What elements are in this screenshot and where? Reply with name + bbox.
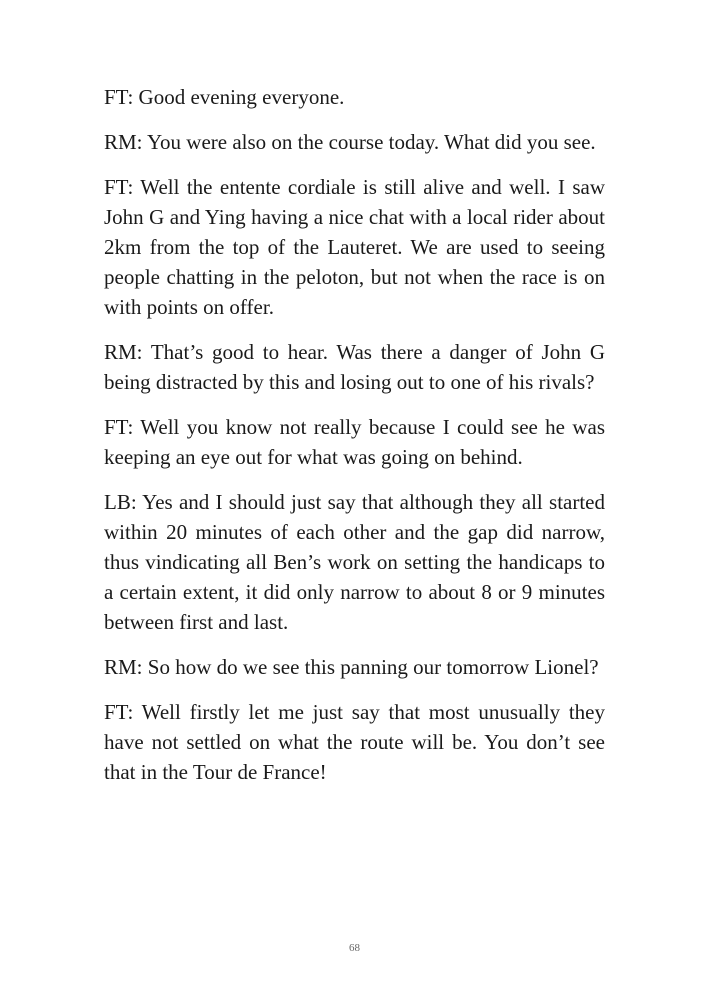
paragraph-ft-eye-out: FT: Well you know not really because I could see he was keeping an eye out for what was going on behind.: [104, 415, 605, 469]
paragraph-rm-distraction-question: RM: That’s good to hear. Was there a danger of John G being distracted by this and losing out to one of his rivals?: [104, 340, 605, 394]
page-number: 68: [349, 942, 360, 954]
paragraph-ft-entente-cordiale: FT: Well the entente cordiale is still alive and well. I saw John G and Ying having a nice chat with a local rider about 2km from the top of the Lauteret. We are used to seeing people chatting in the peloton, but not when the race is on with points on offer.: [104, 175, 605, 319]
paragraph-ft-route: FT: Well firstly let me just say that most unusually they have not settled on what the route will be. You don’t see that in the Tour de France!: [104, 700, 605, 784]
paragraph-rm-tomorrow-question: RM: So how do we see this panning our tomorrow Lionel?: [104, 655, 599, 679]
paragraph-ft-greeting: FT: Good evening everyone.: [104, 85, 345, 109]
paragraph-rm-course-question: RM: You were also on the course today. What did you see.: [104, 130, 596, 154]
transcript-body: [104, 82, 605, 802]
paragraph-lb-handicaps: LB: Yes and I should just say that although they all started within 20 minutes of each other and the gap did narrow, thus vindicating all Ben’s work on setting the handicaps to a certain extent, it did only narrow to about 8 or 9 minutes between first and last.: [104, 490, 605, 634]
